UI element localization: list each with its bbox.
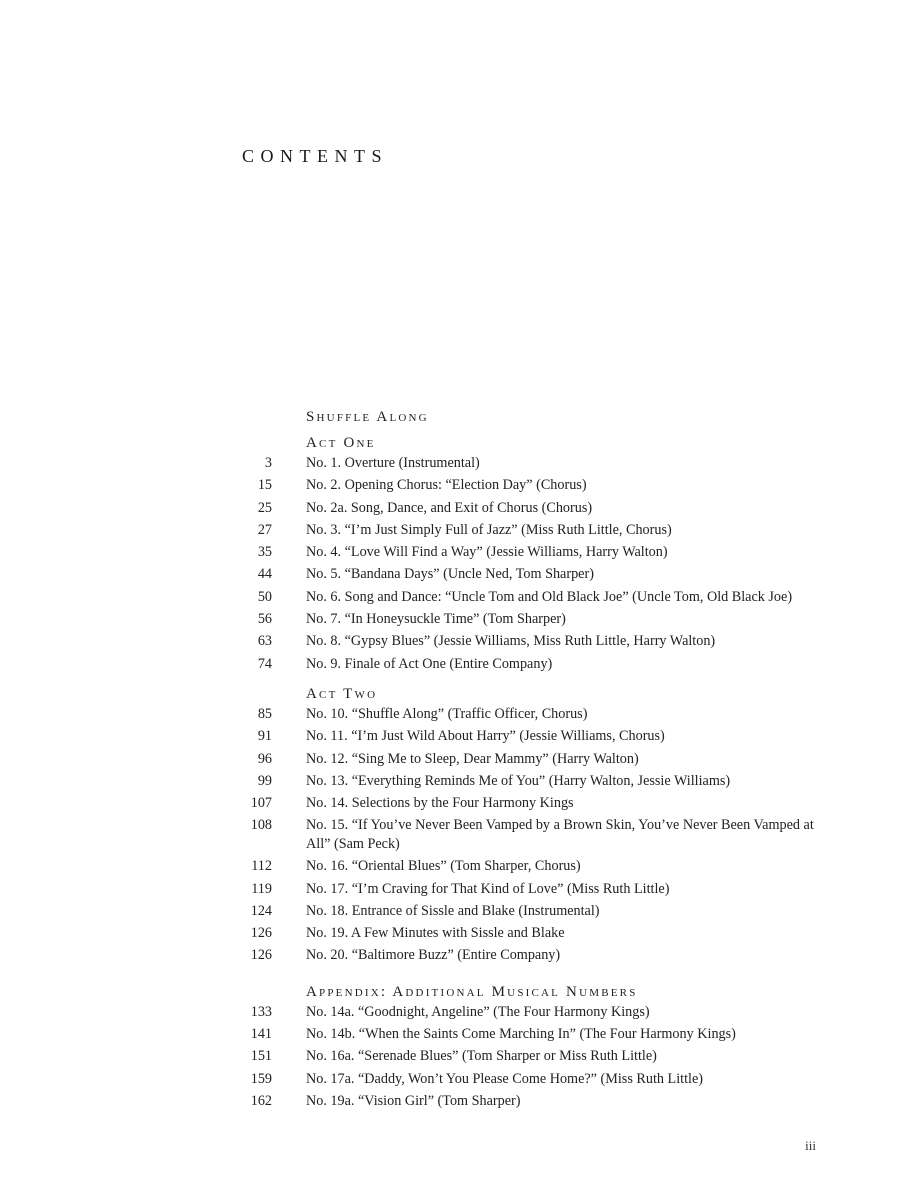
page-number: 63 — [257, 633, 272, 650]
toc-entry[interactable] — [0, 632, 900, 654]
toc-entry[interactable] — [0, 1092, 900, 1114]
entry-title: No. 17a. “Daddy, Won’t You Please Come Home?” (Miss Ruth Little) — [306, 1070, 703, 1087]
entry-title: No. 4. “Love Will Find a Way” (Jessie Williams, Harry Walton) — [306, 544, 668, 561]
toc-entry[interactable] — [0, 476, 900, 498]
toc-entry[interactable] — [0, 1025, 900, 1047]
page-folio: iii — [805, 1138, 816, 1153]
entry-title: No. 11. “I’m Just Wild About Harry” (Jessie Williams, Chorus) — [306, 728, 665, 745]
page-title: CONTENTS — [242, 146, 388, 166]
toc-entry[interactable] — [0, 857, 900, 879]
toc-entry[interactable] — [0, 772, 900, 794]
toc-entry[interactable] — [0, 750, 900, 772]
toc-entry[interactable] — [0, 727, 900, 749]
entry-title: No. 16a. “Serenade Blues” (Tom Sharper or Miss Ruth Little) — [306, 1048, 657, 1065]
toc-entry[interactable] — [0, 1070, 900, 1092]
page-number: 85 — [257, 705, 272, 722]
page-number: 74 — [257, 655, 272, 672]
entry-title: No. 9. Finale of Act One (Entire Company) — [306, 655, 553, 672]
page-number: 91 — [257, 728, 272, 745]
work-title: Shuffle Along — [306, 409, 429, 425]
page-number: 162 — [250, 1092, 272, 1109]
act-one-heading: Act One — [306, 435, 376, 451]
entry-title: No. 2. Opening Chorus: “Election Day” (Chorus) — [306, 477, 587, 494]
page-number: 126 — [250, 925, 272, 942]
entry-title: No. 16. “Oriental Blues” (Tom Sharper, Chorus) — [306, 858, 581, 875]
toc-entry[interactable] — [0, 655, 900, 677]
entry-title: No. 2a. Song, Dance, and Exit of Chorus (Chorus) — [306, 499, 593, 516]
entry-title: No. 13. “Everything Reminds Me of You” (Harry Walton, Jessie Williams) — [306, 772, 731, 789]
entry-title: No. 6. Song and Dance: “Uncle Tom and Old Black Joe” (Uncle Tom, Old Black Joe) — [306, 588, 793, 605]
page-number: 126 — [250, 947, 272, 964]
entry-title: No. 20. “Baltimore Buzz” (Entire Company) — [306, 947, 561, 964]
toc-entry[interactable] — [0, 543, 900, 565]
entry-title: No. 14a. “Goodnight, Angeline” (The Four Harmony Kings) — [306, 1003, 650, 1020]
toc-entry[interactable] — [0, 454, 900, 476]
entry-title: No. 7. “In Honeysuckle Time” (Tom Sharper) — [306, 611, 566, 628]
page-number: 44 — [257, 566, 272, 583]
page-number: 141 — [250, 1026, 272, 1043]
entry-title: No. 18. Entrance of Sissle and Blake (Instrumental) — [306, 902, 600, 919]
toc-entry[interactable] — [0, 880, 900, 902]
page-number: 159 — [250, 1070, 272, 1087]
entry-title: No. 1. Overture (Instrumental) — [306, 455, 480, 471]
toc-entry[interactable] — [0, 794, 900, 816]
page-number: 99 — [257, 772, 272, 789]
page-number: 112 — [251, 858, 272, 875]
page-number: 124 — [250, 902, 272, 919]
act-two-entries — [0, 705, 900, 969]
entry-title: No. 19. A Few Minutes with Sissle and Blake — [306, 925, 565, 942]
page-number: 119 — [251, 880, 272, 897]
page-number: 15 — [257, 477, 272, 494]
page-number: 25 — [257, 499, 272, 516]
table-of-contents — [0, 405, 900, 1114]
entry-title: No. 3. “I’m Just Simply Full of Jazz” (Miss Ruth Little, Chorus) — [306, 521, 672, 538]
toc-entry[interactable] — [0, 924, 900, 946]
toc-entry[interactable] — [0, 902, 900, 924]
toc-entry[interactable] — [0, 499, 900, 521]
toc-entry[interactable] — [0, 1047, 900, 1069]
page-number: 56 — [257, 611, 272, 628]
toc-entry[interactable] — [0, 565, 900, 587]
entry-title: No. 15. “If You’ve Never Been Vamped by a Brown Skin, You’ve Never Been Vamped at All” (Sam Peck) — [306, 817, 814, 852]
page-number: 50 — [257, 588, 272, 605]
entry-title: No. 14b. “When the Saints Come Marching In” (The Four Harmony Kings) — [306, 1026, 736, 1043]
page-number: 96 — [257, 750, 272, 767]
entry-title: No. 10. “Shuffle Along” (Traffic Officer, Chorus) — [306, 705, 588, 722]
toc-entry[interactable] — [0, 588, 900, 610]
entry-title: No. 14. Selections by the Four Harmony Kings — [306, 795, 574, 812]
entry-title: No. 12. “Sing Me to Sleep, Dear Mammy” (Harry Walton) — [306, 750, 639, 767]
page-number: 35 — [257, 544, 272, 561]
page-number: 108 — [250, 817, 272, 834]
page-number: 3 — [264, 455, 272, 471]
toc-entry[interactable] — [0, 1003, 900, 1025]
act-one-entries — [0, 454, 900, 677]
toc-entry[interactable] — [0, 705, 900, 727]
entry-title: No. 17. “I’m Craving for That Kind of Love” (Miss Ruth Little) — [306, 880, 670, 897]
toc-entry[interactable] — [0, 610, 900, 632]
appendix-entries — [0, 1003, 900, 1114]
toc-entry[interactable] — [0, 946, 900, 968]
act-two-heading: Act Two — [306, 685, 378, 702]
toc-entry[interactable] — [0, 816, 900, 857]
entry-title: No. 8. “Gypsy Blues” (Jessie Williams, Miss Ruth Little, Harry Walton) — [306, 633, 716, 650]
entry-title: No. 19a. “Vision Girl” (Tom Sharper) — [306, 1092, 521, 1109]
page-number: 107 — [250, 795, 272, 812]
entry-title: No. 5. “Bandana Days” (Uncle Ned, Tom Sharper) — [306, 566, 594, 583]
appendix-heading: Appendix: Additional Musical Numbers — [306, 983, 638, 1000]
page-number: 133 — [250, 1003, 272, 1020]
toc-entry[interactable] — [0, 521, 900, 543]
page-number: 151 — [250, 1048, 272, 1065]
page-number: 27 — [257, 521, 272, 538]
